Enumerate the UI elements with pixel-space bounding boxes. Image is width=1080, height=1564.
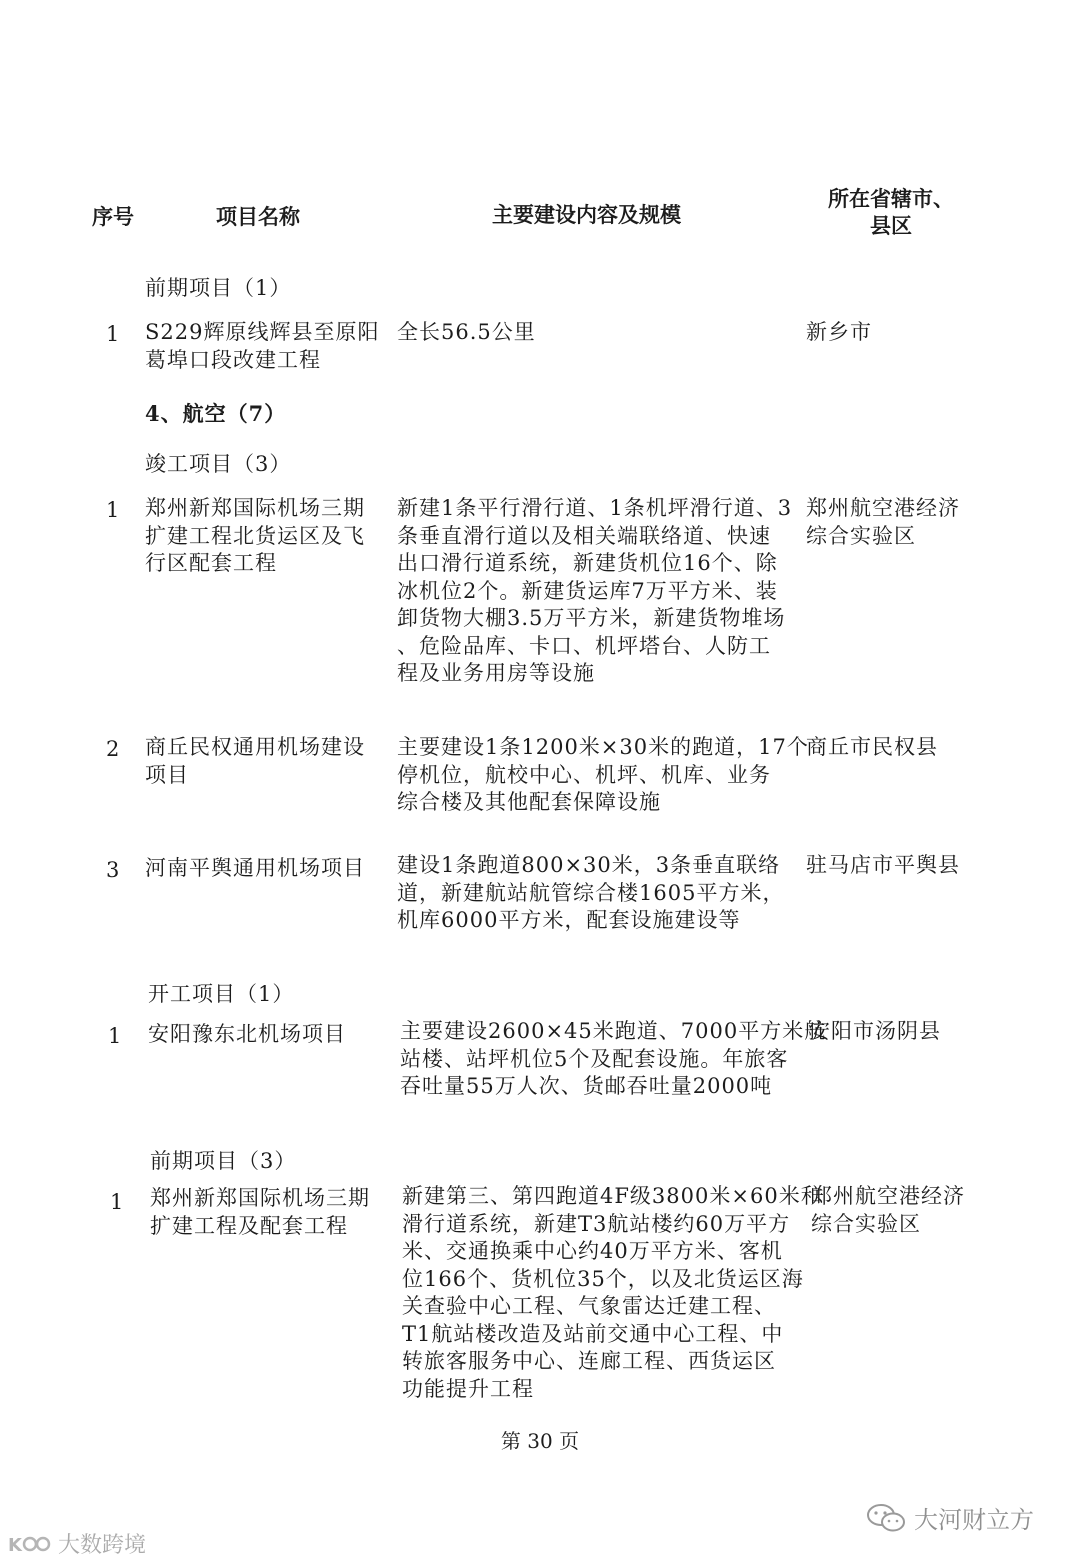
watermark-left-text: 大数跨境 <box>58 1533 147 1558</box>
row-name-line: 河南平舆通用机场项目 <box>145 856 365 880</box>
row-location-line: 郑州航空港经济 <box>811 1184 965 1208</box>
section-label: 开工项目（1） <box>148 982 295 1006</box>
row-desc-line: 转旅客服务中心、连廊工程、西货运区 <box>402 1349 776 1373</box>
row-desc-line: 冰机位2个。新建货运库7万平方米、装 <box>397 578 778 603</box>
row-seq: 2 <box>106 737 120 761</box>
row-desc-line: 米、交通换乘中心约40万平方米、客机 <box>402 1239 783 1263</box>
row-location <box>806 319 996 347</box>
row-name-line: 扩建工程北货运区及飞 <box>145 523 365 548</box>
row-desc-line: 关查验中心工程、气象雷达迁建工程、 <box>402 1294 776 1318</box>
row-desc-line: 新建1条平行滑行道、1条机坪滑行道、3 <box>397 496 793 520</box>
row-seq: 1 <box>110 1190 124 1214</box>
row-seq: 1 <box>108 1024 122 1048</box>
header-name: 项目名称 <box>216 205 300 229</box>
section-label: 前期项目（1） <box>145 276 292 300</box>
row-desc-line: 道，新建航站航管综合楼1605平方米， <box>397 880 785 905</box>
row-desc-line: 综合楼及其他配套保障设施 <box>397 790 661 814</box>
watermark-logo-icon <box>8 1531 52 1557</box>
row-desc <box>397 852 793 935</box>
row-seq: 3 <box>106 858 120 882</box>
section-label: 竣工项目（3） <box>145 452 292 476</box>
row-location-line: 综合实验区 <box>806 523 916 548</box>
row-desc <box>397 734 809 817</box>
row-name-line: 葛埠口段改建工程 <box>145 347 321 372</box>
row-seq: 1 <box>106 498 120 522</box>
row-desc-line: 全长56.5公里 <box>397 320 536 344</box>
watermark-right-text: 大河财立方 <box>914 1506 1034 1534</box>
svg-text:K: K <box>8 1534 22 1556</box>
row-desc <box>397 319 793 347</box>
watermark-right <box>866 1500 1034 1535</box>
row-desc-line: 条垂直滑行道以及相关端联络道、快速 <box>397 523 771 548</box>
row-location <box>809 1018 999 1046</box>
header-location-line1: 所在省辖市、 <box>828 187 954 211</box>
row-name-line: 郑州新郑国际机场三期 <box>150 1186 370 1210</box>
row-desc-line: 停机位，航校中心、机坪、机库、业务 <box>397 762 771 787</box>
row-location <box>806 495 996 550</box>
row-name <box>148 1021 388 1049</box>
row-desc-line: T1航站楼改造及站前交通中心工程、中 <box>402 1321 784 1346</box>
row-name-line: 扩建工程及配套工程 <box>150 1213 348 1238</box>
row-desc-line: 新建第三、第四跑道4F级3800米×60米和 <box>402 1184 823 1208</box>
section-label: 前期项目（3） <box>150 1149 297 1173</box>
row-name <box>145 319 385 374</box>
row-desc-line: 站楼、站坪机位5个及配套设施。年旅客 <box>400 1046 789 1071</box>
row-desc-line: 主要建设1条1200米×30米的跑道，17个 <box>397 735 809 759</box>
header-location-line2: 县区 <box>870 214 912 238</box>
row-name <box>145 495 385 578</box>
header-seq: 序号 <box>92 205 134 229</box>
category-heading: 4、航空（7） <box>145 401 287 426</box>
row-location <box>806 734 996 762</box>
row-name-line: 项目 <box>145 762 189 787</box>
row-desc-line: 位166个、货机位35个，以及北货运区海 <box>402 1266 804 1291</box>
row-name-line: 郑州新郑国际机场三期 <box>145 496 365 520</box>
row-desc-line: 滑行道系统，新建T3航站楼约60万平方 <box>402 1211 791 1236</box>
row-location-line: 郑州航空港经济 <box>806 496 960 520</box>
header-location <box>826 186 956 240</box>
page-number: 第 30 页 <box>500 1429 580 1453</box>
wechat-icon <box>866 1502 906 1534</box>
row-desc-line: 建设1条跑道800×30米，3条垂直联络 <box>397 853 781 877</box>
row-desc-line: 出口滑行道系统，新建货机位16个、除 <box>397 551 778 575</box>
row-name-line: S229辉原线辉县至原阳 <box>145 320 380 344</box>
row-desc <box>402 1183 823 1403</box>
row-location-line: 商丘市民权县 <box>806 735 938 759</box>
row-name <box>145 734 385 789</box>
row-desc-line: 卸货物大棚3.5万平方米，新建货物堆场 <box>397 606 786 630</box>
row-desc-line: 主要建设2600×45米跑道、7000平方米航 <box>400 1019 827 1043</box>
row-desc-line: 吞吐量55万人次、货邮吞吐量2000吨 <box>400 1074 773 1098</box>
row-desc-line: 、危险品库、卡口、机坪塔台、人防工 <box>397 633 771 658</box>
row-desc-line: 功能提升工程 <box>402 1376 534 1401</box>
row-location-line: 安阳市汤阴县 <box>809 1019 941 1043</box>
watermark-left <box>8 1528 146 1559</box>
row-desc-line: 程及业务用房等设施 <box>397 661 595 685</box>
row-name <box>150 1185 390 1240</box>
row-desc <box>397 495 793 688</box>
row-name-line: 安阳豫东北机场项目 <box>148 1022 346 1046</box>
row-seq: 1 <box>106 322 120 346</box>
row-location-line: 综合实验区 <box>811 1211 921 1236</box>
row-location <box>806 852 996 880</box>
row-location-line: 驻马店市平舆县 <box>806 853 960 877</box>
row-name-line: 商丘民权通用机场建设 <box>145 735 365 759</box>
row-name-line: 行区配套工程 <box>145 551 277 575</box>
row-name <box>145 855 385 883</box>
row-location <box>811 1183 1001 1238</box>
header-desc: 主要建设内容及规模 <box>492 203 681 227</box>
row-location-line: 新乡市 <box>806 320 872 344</box>
row-desc <box>400 1018 827 1101</box>
row-desc-line: 机库6000平方米，配套设施建设等 <box>397 908 741 932</box>
